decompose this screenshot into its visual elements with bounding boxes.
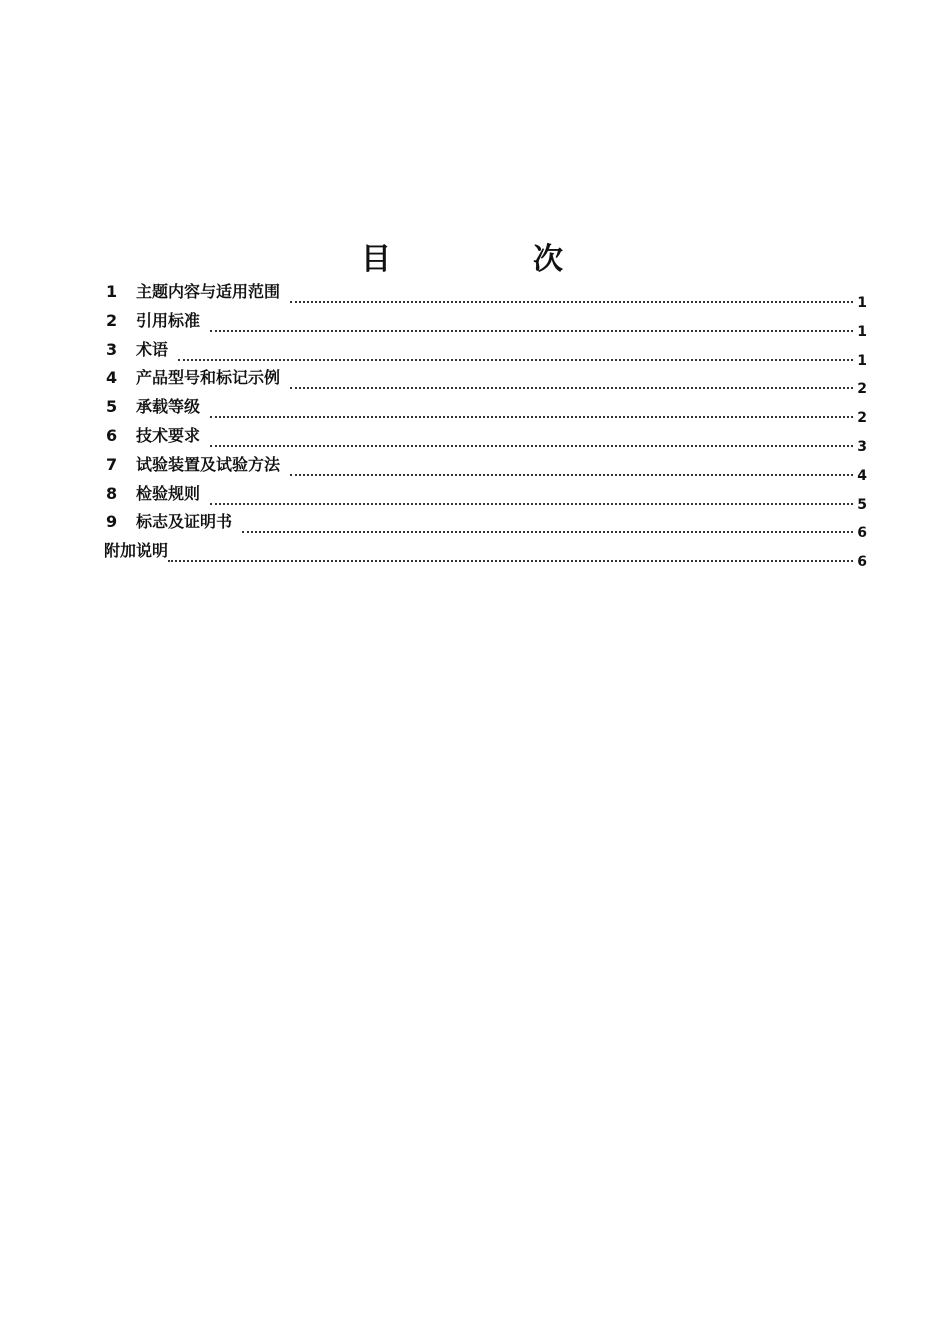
toc-entry-page: 2 xyxy=(857,410,867,427)
toc-entry-number: 3 xyxy=(106,339,118,359)
dot-leader xyxy=(290,301,853,303)
dot-leader xyxy=(210,416,853,418)
toc-entry-title: 产品型号和标记示例 xyxy=(136,368,281,388)
page-title: 目 次 xyxy=(361,242,619,278)
table-of-contents xyxy=(104,282,867,570)
toc-entry-title: 试验装置及试验方法 xyxy=(136,454,281,474)
toc-entry-number: 2 xyxy=(106,310,118,330)
toc-entry-number: 9 xyxy=(106,512,118,532)
dot-leader xyxy=(290,387,853,389)
toc-entry-title: 引用标准 xyxy=(136,310,201,330)
toc-entry-page: 5 xyxy=(857,496,867,513)
toc-entry-1[interactable] xyxy=(104,282,867,311)
dot-leader xyxy=(168,560,853,562)
dot-leader xyxy=(242,531,853,533)
dot-leader xyxy=(178,359,853,361)
toc-entry-8[interactable] xyxy=(104,484,867,513)
toc-entry-title: 检验规则 xyxy=(136,483,201,503)
toc-entry-page: 6 xyxy=(857,525,867,542)
toc-entry-page: 6 xyxy=(857,554,867,571)
toc-entry-page: 4 xyxy=(857,467,867,484)
toc-entry-9[interactable] xyxy=(104,512,867,541)
toc-entry-page: 1 xyxy=(857,295,867,311)
toc-entry-number: 6 xyxy=(106,425,118,445)
toc-entry-2[interactable] xyxy=(104,311,867,340)
toc-entry-title: 承载等级 xyxy=(136,397,201,417)
toc-entry-5[interactable] xyxy=(104,397,867,426)
toc-entry-3[interactable] xyxy=(104,340,867,369)
toc-entry-number: 1 xyxy=(106,282,118,301)
toc-entry-title: 技术要求 xyxy=(136,425,201,445)
toc-entry-page: 1 xyxy=(857,323,867,340)
dot-leader xyxy=(290,474,853,476)
toc-entry-appendix[interactable] xyxy=(104,541,867,570)
toc-entry-page: 3 xyxy=(857,438,867,455)
toc-entry-number: 7 xyxy=(106,454,118,474)
toc-entry-title: 主题内容与适用范围 xyxy=(136,282,281,301)
toc-entry-page: 2 xyxy=(857,381,867,398)
toc-entry-title: 术语 xyxy=(136,339,169,359)
dot-leader xyxy=(210,330,853,332)
dot-leader xyxy=(210,503,853,505)
toc-entry-title: 标志及证明书 xyxy=(136,512,233,532)
toc-entry-6[interactable] xyxy=(104,426,867,455)
toc-entry-number: 4 xyxy=(106,368,118,388)
toc-entry-page: 1 xyxy=(857,352,867,369)
toc-entry-title: 附加说明 xyxy=(104,541,169,561)
toc-entry-7[interactable] xyxy=(104,455,867,484)
toc-entry-number: 8 xyxy=(106,483,118,503)
toc-entry-4[interactable] xyxy=(104,368,867,397)
dot-leader xyxy=(210,445,853,447)
toc-entry-number: 5 xyxy=(106,397,118,417)
